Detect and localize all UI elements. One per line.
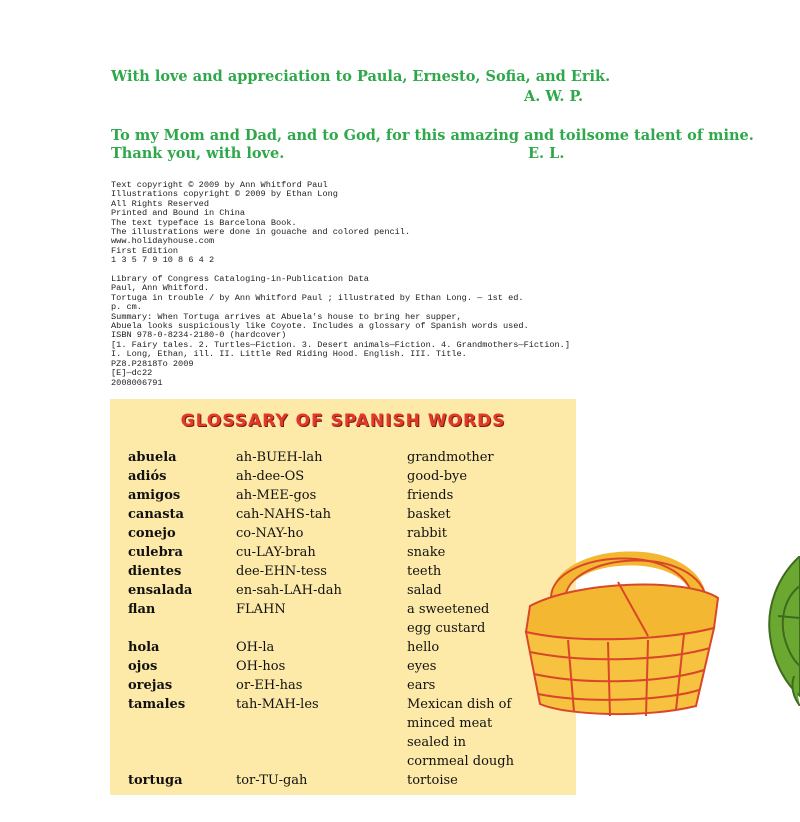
- glossary-meaning: good-bye: [407, 469, 468, 484]
- cip-line: Abuela looks suspiciously like Coyote. Includes a glossary of Spanish words used.: [111, 321, 529, 332]
- glossary-pronunciation: tor-TU-gah: [236, 773, 308, 788]
- glossary-pronunciation: cah-NAHS-tah: [236, 507, 332, 522]
- glossary-word: orejas: [128, 678, 173, 693]
- copyright-line: First Edition: [111, 245, 179, 256]
- glossary-pronunciation: en-sah-LAH-dah: [236, 583, 342, 598]
- glossary-meaning: egg custard: [407, 621, 486, 636]
- glossary-meaning: tortoise: [407, 773, 458, 788]
- glossary-word: [128, 619, 192, 638]
- glossary-word: [128, 714, 192, 733]
- copyright-block: [111, 181, 570, 388]
- glossary-pronunciation: [236, 733, 342, 752]
- cip-line: I. Long, Ethan, ill. II. Little Red Riding Hood. English. III. Title.: [111, 349, 467, 360]
- glossary-word: adiós: [128, 469, 167, 484]
- glossary-word: tamales: [128, 697, 186, 712]
- glossary-word: tortuga: [128, 773, 183, 788]
- cip-line: PZ8.P2818To 2009: [111, 358, 194, 369]
- glossary-meaning: eyes: [407, 659, 437, 674]
- glossary-pronunciation: FLAHN: [236, 602, 286, 617]
- glossary-pronunciation: tah-MAH-les: [236, 697, 319, 712]
- glossary-meaning: friends: [407, 488, 454, 503]
- glossary-meaning-column: [407, 448, 514, 790]
- glossary-word: dientes: [128, 564, 182, 579]
- glossary-word: ojos: [128, 659, 158, 674]
- glossary-word: flan: [128, 602, 156, 617]
- glossary-pronunciation: or-EH-has: [236, 678, 303, 693]
- copyright-line: The text typeface is Barcelona Book.: [111, 217, 297, 228]
- glossary-meaning: hello: [407, 640, 440, 655]
- glossary-pronunciation: ah-BUEH-lah: [236, 450, 323, 465]
- copyright-line: 1 3 5 7 9 10 8 6 4 2: [111, 255, 215, 266]
- glossary-pronunciation: ah-dee-OS: [236, 469, 305, 484]
- cip-line: Paul, Ann Whitford.: [111, 283, 209, 294]
- glossary-word: [128, 752, 192, 771]
- glossary-meaning: a sweetened: [407, 602, 490, 617]
- cip-line: [1. Fairy tales. 2. Turtles—Fiction. 3. Desert animals—Fiction. 4. Grandmothers—Fiction.]: [111, 339, 570, 350]
- glossary-pronunciation: cu-LAY-brah: [236, 545, 316, 560]
- glossary-meaning: rabbit: [407, 526, 447, 541]
- cip-line: Summary: When Tortuga arrives at Abuela's house to bring her supper,: [111, 311, 462, 322]
- glossary-pronunciation: dee-EHN-tess: [236, 564, 327, 579]
- glossary-word: culebra: [128, 545, 183, 560]
- dedication-line-3: Thank you, with love.: [111, 145, 285, 162]
- glossary-pronunciation: [236, 752, 342, 771]
- dedication-signature-2: E. L.: [528, 145, 565, 162]
- copyright-line: Text copyright © 2009 by Ann Whitford Paul: [111, 180, 328, 190]
- copyright-line: Illustrations copyright © 2009 by Ethan Long: [111, 189, 338, 200]
- glossary-word: ensalada: [128, 583, 193, 598]
- glossary-words-column: [128, 448, 192, 790]
- glossary-word: [128, 733, 192, 752]
- basket-illustration: [518, 540, 724, 720]
- copyright-line: All Rights Reserved: [111, 198, 209, 209]
- glossary-pronunciation: ah-MEE-gos: [236, 488, 317, 503]
- glossary-meaning: minced meat: [407, 716, 493, 731]
- glossary-meaning: teeth: [407, 564, 442, 579]
- dedication-signature-1: A. W. P.: [524, 88, 584, 105]
- dedication-line-1: With love and appreciation to Paula, Ernesto, Sofia, and Erik.: [111, 68, 611, 85]
- cip-line: p. cm.: [111, 302, 142, 313]
- glossary-meaning: grandmother: [407, 450, 494, 465]
- glossary-word: conejo: [128, 526, 176, 541]
- glossary-meaning: sealed in: [407, 735, 466, 750]
- glossary-meaning: snake: [407, 545, 446, 560]
- glossary-pronunciation: OH-la: [236, 640, 275, 655]
- glossary-pronunciation: [236, 714, 342, 733]
- turtle-illustration: [764, 556, 800, 706]
- glossary-word: canasta: [128, 507, 184, 522]
- glossary-meaning: Mexican dish of: [407, 697, 512, 712]
- glossary-panel: [110, 399, 576, 795]
- glossary-pronunciation: [236, 619, 342, 638]
- glossary-pronunciation: co-NAY-ho: [236, 526, 304, 541]
- glossary-word: amigos: [128, 488, 181, 503]
- glossary-meaning: basket: [407, 507, 451, 522]
- glossary-meaning: ears: [407, 678, 436, 693]
- cip-line: 2008006791: [111, 377, 163, 388]
- cip-line: Tortuga in trouble / by Ann Whitford Paul ; illustrated by Ethan Long. — 1st ed.: [111, 292, 524, 303]
- glossary-word: hola: [128, 640, 160, 655]
- copyright-line: Printed and Bound in China: [111, 208, 246, 219]
- cip-line: [E]—dc22: [111, 368, 153, 379]
- cip-line: Library of Congress Cataloging-in-Publication Data: [111, 274, 369, 285]
- dedication-line-2: To my Mom and Dad, and to God, for this amazing and toilsome talent of mine.: [111, 127, 754, 144]
- glossary-meaning: salad: [407, 583, 442, 598]
- cip-line: ISBN 978-0-8234-2180-0 (hardcover): [111, 330, 287, 341]
- glossary-pronunciation: OH-hos: [236, 659, 286, 674]
- glossary-word: abuela: [128, 450, 177, 465]
- glossary-pronunciation-column: [236, 448, 342, 790]
- glossary-title: GLOSSARY OF SPANISH WORDS: [180, 411, 506, 431]
- glossary-meaning: cornmeal dough: [407, 754, 514, 769]
- copyright-line: The illustrations were done in gouache and colored pencil.: [111, 227, 411, 238]
- copyright-line: www.holidayhouse.com: [111, 236, 215, 247]
